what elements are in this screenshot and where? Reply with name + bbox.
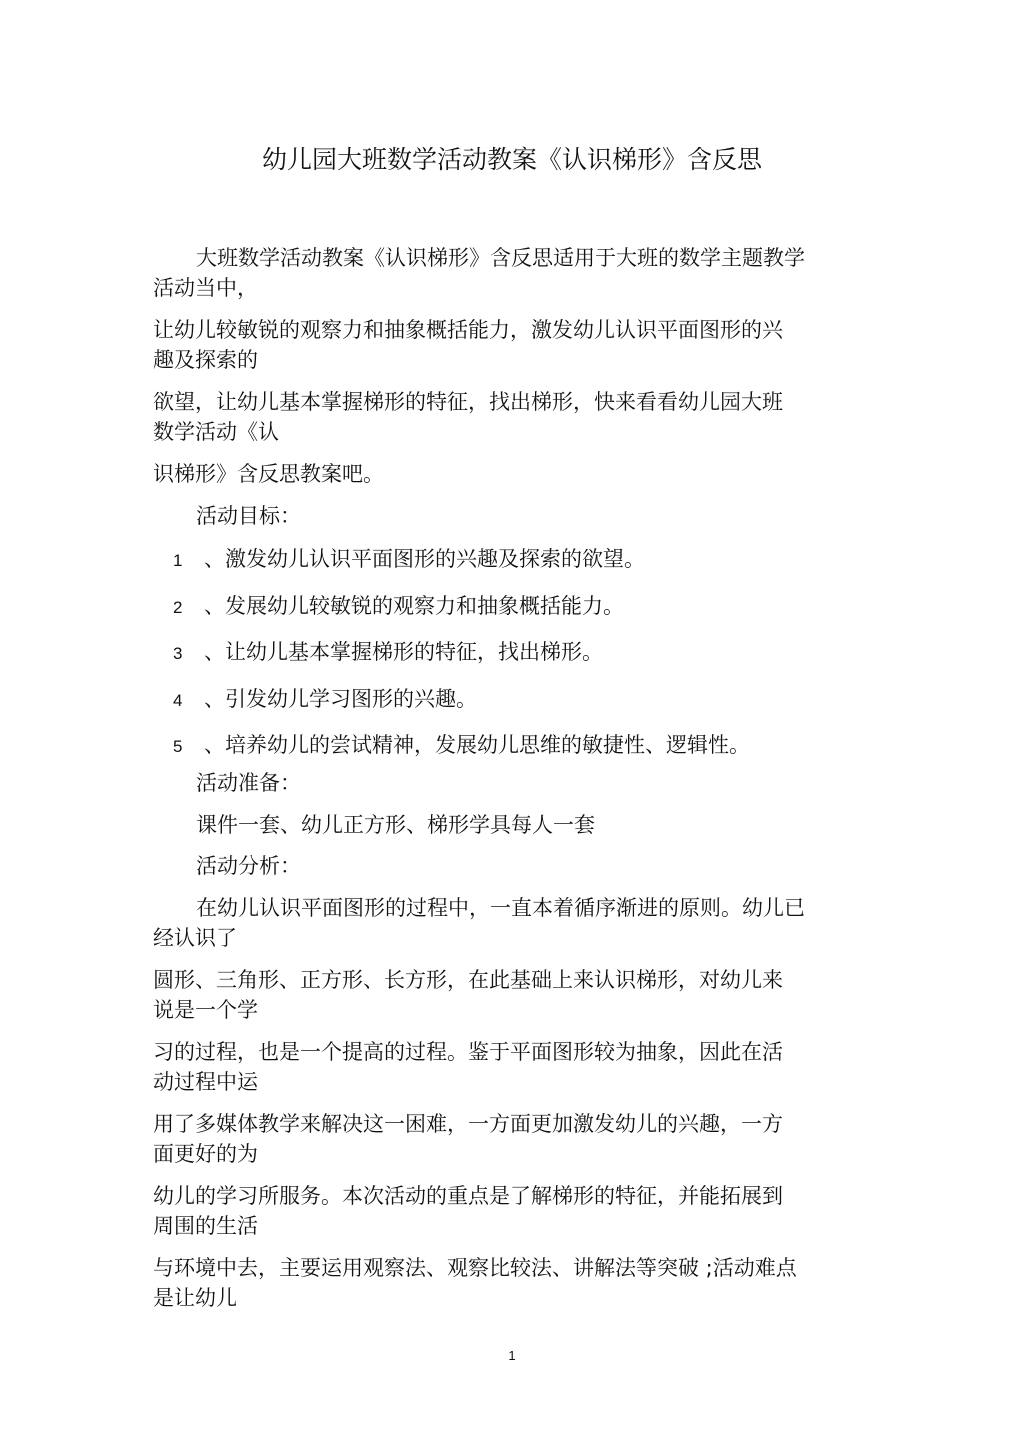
analysis-line: 说是一个学 (153, 998, 258, 1022)
goal-number: 4 (173, 691, 183, 710)
goal-text: 、引发幼儿学习图形的兴趣。 (204, 687, 477, 711)
analysis-line: 是让幼儿 (153, 1286, 237, 1310)
analysis-line: 习的过程，也是一个提高的过程。鉴于平面图形较为抽象，因此在活 (153, 1040, 783, 1064)
intro-line: 活动当中， (153, 276, 258, 300)
analysis-line: 幼儿的学习所服务。本次活动的重点是了解梯形的特征，并能拓展到 (153, 1184, 783, 1208)
page-number: 1 (508, 1348, 516, 1363)
analysis-line: 经认识了 (153, 926, 237, 950)
analysis-heading: 活动分析： (196, 854, 301, 878)
goal-number: 5 (173, 737, 183, 756)
goal-number: 2 (173, 598, 183, 617)
analysis-line: 周围的生活 (153, 1214, 258, 1238)
goal-number: 1 (173, 551, 183, 570)
goals-heading: 活动目标： (196, 504, 301, 528)
analysis-line: 动过程中运 (153, 1070, 258, 1094)
goal-text: 、发展幼儿较敏锐的观察力和抽象概括能力。 (204, 594, 624, 618)
analysis-line: 圆形、三角形、正方形、长方形，在此基础上来认识梯形，对幼儿来 (153, 968, 783, 992)
intro-line: 大班数学活动教案《认识梯形》含反思适用于大班的数学主题教学 (196, 246, 805, 270)
intro-line: 趣及探索的 (153, 348, 258, 372)
intro-line: 欲望，让幼儿基本掌握梯形的特征，找出梯形，快来看看幼儿园大班 (153, 390, 783, 414)
analysis-line: 与环境中去，主要运用观察法、观察比较法、讲解法等突破 ;活动难点 (153, 1256, 797, 1280)
goal-text: 、让幼儿基本掌握梯形的特征，找出梯形。 (204, 640, 603, 664)
analysis-line: 面更好的为 (153, 1142, 258, 1166)
analysis-line: 用了多媒体教学来解决这一困难，一方面更加激发幼儿的兴趣，一方 (153, 1112, 783, 1136)
intro-line: 识梯形》含反思教案吧。 (153, 462, 384, 486)
prep-text: 课件一套、幼儿正方形、梯形学具每人一套 (196, 813, 595, 837)
intro-line: 数学活动《认 (153, 420, 279, 444)
intro-line: 让幼儿较敏锐的观察力和抽象概括能力，激发幼儿认识平面图形的兴 (153, 318, 783, 342)
prep-heading: 活动准备： (196, 771, 301, 795)
document-title: 幼儿园大班数学活动教案《认识梯形》含反思 (261, 145, 762, 174)
goal-text: 、培养幼儿的尝试精神，发展幼儿思维的敏捷性、逻辑性。 (204, 733, 750, 757)
goal-number: 3 (173, 644, 183, 663)
goal-text: 、激发幼儿认识平面图形的兴趣及探索的欲望。 (204, 547, 645, 571)
analysis-line: 在幼儿认识平面图形的过程中，一直本着循序渐进的原则。幼儿已 (196, 896, 805, 920)
